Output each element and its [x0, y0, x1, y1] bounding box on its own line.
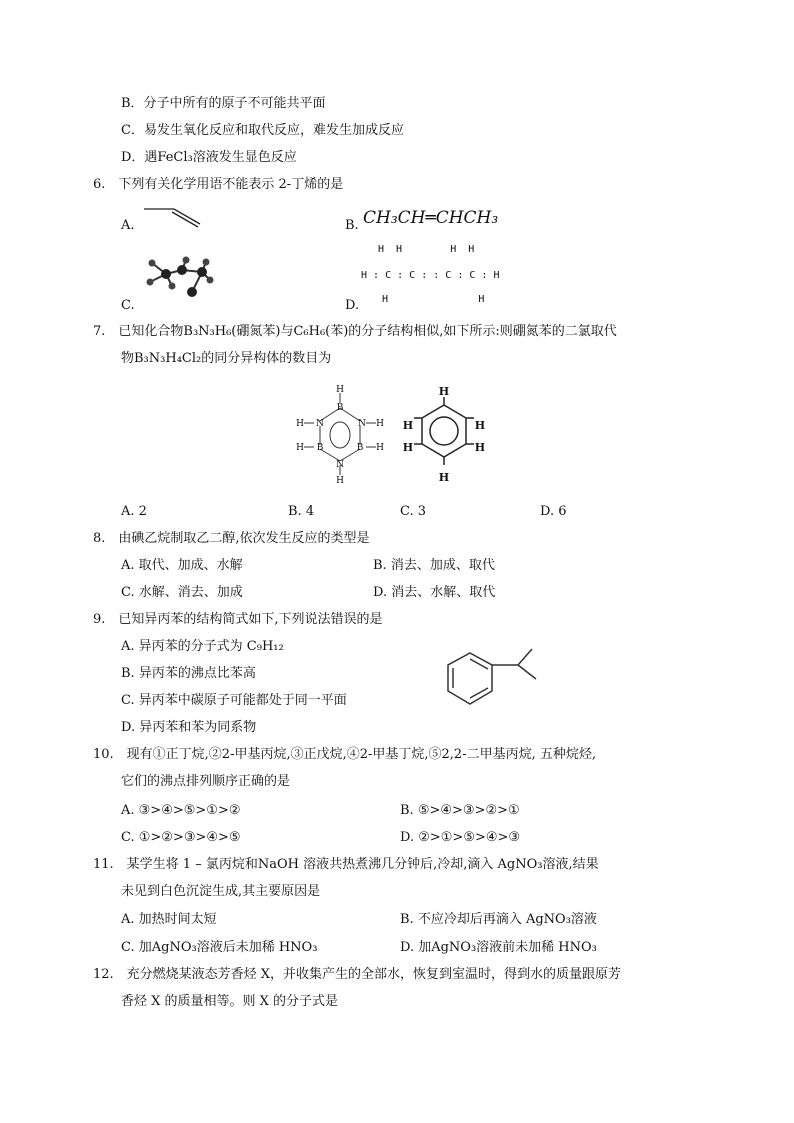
- q6-a-bond-line-figure: [140, 202, 204, 228]
- borazine-atom: H: [296, 443, 304, 453]
- benzene-atom: H: [402, 419, 414, 432]
- q11-option-d: D. 加AgNO₃溶液前未加稀 HNO₃: [400, 940, 597, 955]
- q11-option-c: C. 加AgNO₃溶液后未加稀 HNO₃: [121, 940, 318, 955]
- q6-c-ball-stick-model: [132, 252, 218, 304]
- q5-option-c: C．易发生氧化反应和取代反应，难发生加成反应: [121, 123, 404, 138]
- q9-cumene-structure: [440, 647, 560, 717]
- q7-option-a: A. 2: [121, 504, 147, 519]
- q6-option-d-label: D.: [345, 298, 360, 313]
- q10-stem-line1: 10. 现有①正丁烷,②2-甲基丙烷,③正戊烷,④2-甲基丁烷,⑤2,2-二甲基丙烷, 五种烷烃,: [93, 747, 596, 762]
- q8-option-a: A. 取代、加成、水解: [121, 558, 243, 573]
- q7-benzene-structure: [398, 385, 490, 485]
- q6-option-b-label: B.: [345, 218, 359, 233]
- q9-option-a: A. 异丙苯的分子式为 C₉H₁₂: [121, 639, 284, 654]
- borazine-atom: H: [376, 443, 384, 453]
- borazine-atom: H: [376, 419, 384, 429]
- borazine-atom: H: [296, 419, 304, 429]
- q6-d-electron-row: H : C : C : : C : C : H: [361, 270, 500, 281]
- benzene-atom: H: [438, 385, 450, 398]
- q9-option-c: C. 异丙苯中碳原子可能都处于同一平面: [121, 693, 347, 708]
- q5-option-b: B．分子中所有的原子不可能共平面: [121, 96, 326, 111]
- borazine-atom: N: [316, 419, 324, 429]
- benzene-atom: H: [402, 441, 414, 454]
- q9-stem: 9. 已知异丙苯的结构简式如下,下列说法错误的是: [93, 612, 383, 627]
- borazine-atom: N: [358, 419, 366, 429]
- q5-option-d: D．遇FeCl₃溶液发生显色反应: [121, 150, 297, 165]
- borazine-atom: B: [316, 443, 324, 453]
- q7-option-d: D. 6: [540, 504, 567, 519]
- q10-option-b: B. ⑤>④>③>②>①: [400, 803, 520, 818]
- q11-option-b: B. 不应冷却后再滴入 AgNO₃溶液: [400, 912, 597, 927]
- benzene-atom: H: [438, 471, 450, 484]
- q11-stem-line2: 未见到白色沉淀生成,其主要原因是: [121, 884, 321, 899]
- q9-option-d: D. 异丙苯和苯为同系物: [121, 720, 257, 735]
- q7-borazine-structure: [292, 383, 388, 485]
- q7-stem-line1: 7. 已知化合物B₃N₃H₆(硼氮苯)与C₆H₆(苯)的分子结构相似,如下所示:则硼氮苯的二氯取代: [93, 324, 617, 339]
- q6-option-c-label: C.: [121, 298, 135, 313]
- q8-option-b: B. 消去、加成、取代: [373, 558, 495, 573]
- q7-option-b: B. 4: [288, 504, 315, 519]
- borazine-atom: H: [336, 476, 344, 485]
- q12-stem-line1: 12. 充分燃烧某液态芳香烃 X，并收集产生的全部水，恢复到室温时，得到水的质量跟原芳: [93, 967, 622, 982]
- q6-d-h-bottom: H H: [382, 294, 485, 305]
- q12-stem-line2: 香烃 X 的质量相等。则 X 的分子式是: [121, 994, 339, 1009]
- q10-option-d: D. ②>①>⑤>④>③: [400, 830, 521, 845]
- borazine-atom: H: [336, 385, 344, 395]
- q7-stem-line2: 物B₃N₃H₄Cl₂的同分异构体的数目为: [121, 351, 332, 366]
- q11-stem-line1: 11. 某学生将 1 – 氯丙烷和NaOH 溶液共热煮沸几分钟后,冷却,滴入 AgNO₃溶液,结果: [93, 857, 599, 872]
- borazine-atom: B: [356, 443, 364, 453]
- q8-option-d: D. 消去、水解、取代: [373, 585, 496, 600]
- q10-option-c: C. ①>②>③>④>⑤: [121, 830, 241, 845]
- borazine-atom: B: [336, 403, 344, 413]
- q8-stem: 8. 由碘乙烷制取乙二醇,依次发生反应的类型是: [93, 531, 370, 546]
- q6-d-h-top: H H H H: [378, 244, 475, 255]
- q10-option-a: A. ③>④>⑤>①>②: [121, 803, 241, 818]
- q6-option-a-label: A.: [121, 218, 135, 233]
- borazine-atom: N: [336, 460, 344, 470]
- q6-stem: 6. 下列有关化学用语不能表示 2-丁烯的是: [93, 177, 344, 192]
- q9-option-b: B. 异丙苯的沸点比苯高: [121, 666, 256, 681]
- q11-option-a: A. 加热时间太短: [121, 912, 217, 927]
- q6-b-formula: CH₃CH═CHCH₃: [363, 208, 499, 228]
- benzene-atom: H: [474, 419, 486, 432]
- q8-option-c: C. 水解、消去、加成: [121, 585, 243, 600]
- q7-option-c: C. 3: [400, 504, 427, 519]
- q10-stem-line2: 它们的沸点排列顺序正确的是: [121, 774, 291, 789]
- benzene-atom: H: [474, 441, 486, 454]
